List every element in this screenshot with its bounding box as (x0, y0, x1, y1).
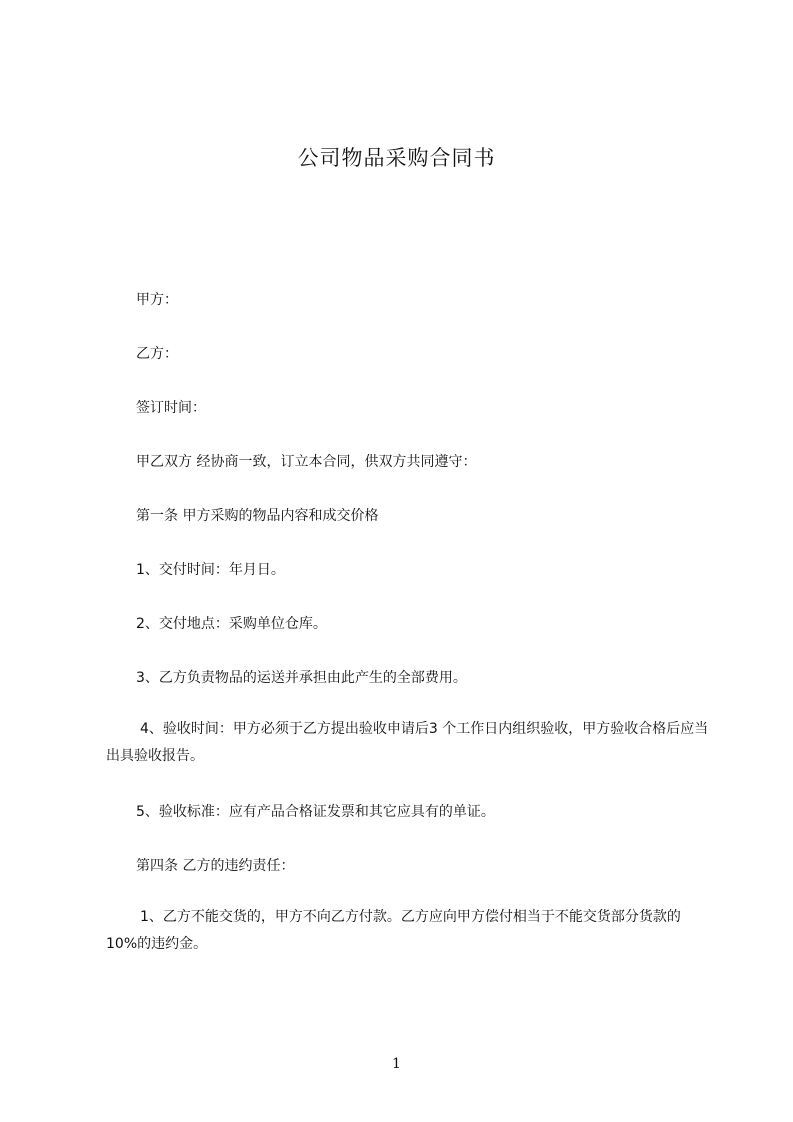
document-title: 公司物品采购合同书 (297, 146, 496, 170)
article-one-heading: 第一条 甲方采购的物品内容和成交价格 (136, 508, 379, 524)
clause-breach-penalty: 1、乙方不能交货的，甲方不向乙方付款。乙方应向甲方偿付相当于不能交货部分货款的 10%的违约金。 (106, 909, 686, 952)
article-four-heading: 第四条 乙方的违约责任： (136, 858, 295, 874)
clause-delivery-place: 2、交付地点：采购单位仓库。 (136, 616, 327, 632)
page-number: 1 (392, 1056, 401, 1072)
party-b-line: 乙方： (136, 346, 178, 362)
clause-transport-cost: 3、乙方负责物品的运送并承担由此产生的全部费用。 (136, 670, 467, 686)
clause-acceptance-standard: 5、验收标准：应有产品合格证发票和其它应具有的单证。 (136, 804, 495, 820)
agreement-intro: 甲乙双方 经协商一致，订立本合同，供双方共同遵守： (136, 454, 477, 470)
party-a-line: 甲方： (136, 292, 178, 308)
clause-acceptance-time: 4、验收时间：甲方必须于乙方提出验收申请后3 个工作日内组织验收，甲方验收合格后应当出具验收报告。 (106, 721, 709, 764)
clause-delivery-time: 1、交付时间：年月日。 (136, 562, 285, 578)
signing-date-line: 签订时间： (136, 400, 206, 416)
